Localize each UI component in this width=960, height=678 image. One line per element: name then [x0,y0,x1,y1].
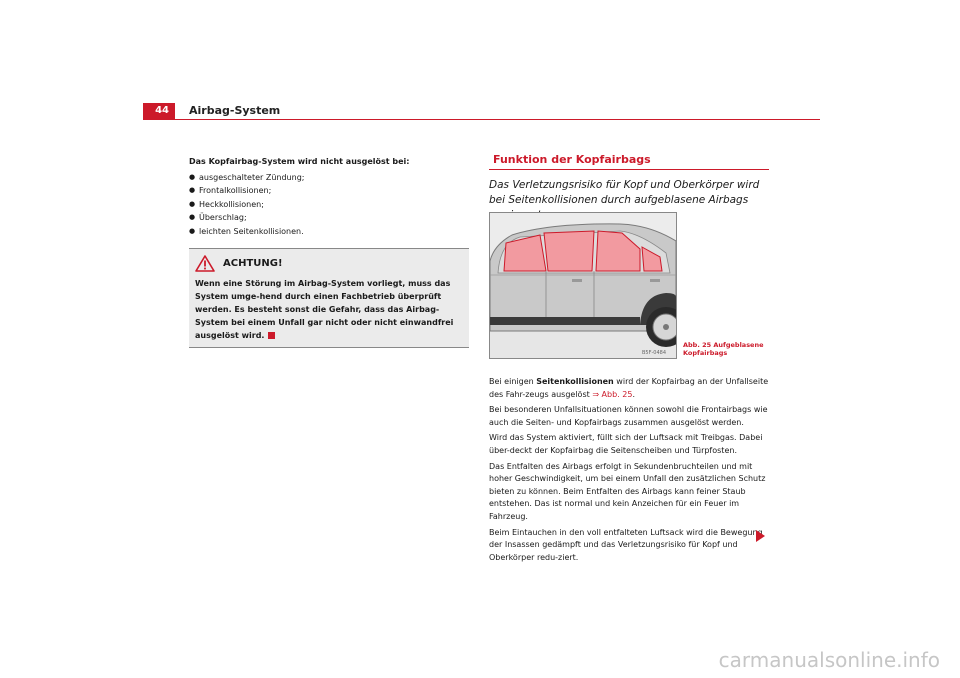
not-triggered-intro: Das Kopfairbag-System wird nicht ausgelöst bei: [189,157,410,166]
figure-reference-link[interactable]: ⇒ Abb. 25 [592,389,633,399]
paragraph-5: Beim Eintauchen in den voll entfalteten Luftsack wird die Bewegung der Insassen gedämpft und das Verletzungsrisiko für Kopf und Oberkörper redu-ziert. [489,527,763,562]
car-side-illustration [490,213,676,358]
warning-title: ACHTUNG! [223,257,283,269]
p1-after: wird der Kopfairbag an der Unfallseite des Fahr-zeugs ausgelöst [489,377,769,399]
warning-box [189,248,469,348]
chapter-title: Airbag-System [189,104,281,117]
end-marker [268,332,275,339]
warning-header [195,255,463,272]
paragraph-2: Bei besonderen Unfallsituationen können sowohl die Frontairbags wie auch die Seiten- und Kopfairbags zusammen ausgelöst werden. [489,405,768,427]
warning-text: Wenn eine Störung im Airbag-System vorliegt, muss das System umge-hend durch einen Fachbetrieb überprüft werden. Es besteht sonst die Gefahr, dass das Airbag-System bei einem Unfall gar nicht oder nicht einwandfrei ausgelöst wird. [195,279,454,340]
head-airbag-middle [544,231,594,271]
p1-end: . [632,389,635,399]
p1-before: Bei einigen [489,377,537,386]
left-column [189,155,469,348]
list-item: ● Frontalkollisionen; [189,184,469,198]
next-page-arrow-icon[interactable] [756,530,765,542]
paragraph-3: Wird das System aktiviert, füllt sich der Luftsack mit Treibgas. Dabei über-deckt der Kopfairbag die Seitenscheiben und Türpfosten. [489,433,763,455]
list-item: ● ausgeschalteter Zündung; [189,171,469,185]
figure-caption: Abb. 25 Aufgeblasene Kopfairbags [683,341,764,357]
list-item: ● leichten Seitenkollisionen. [189,225,469,239]
list-item: ● Heckkollisionen; [189,198,469,212]
watermark: carmanualsonline.info [718,648,940,672]
not-triggered-list [189,171,469,239]
p1-bold: Seitenkollisionen [536,377,614,386]
paragraph-4: Das Entfalten des Airbags erfolgt in Sekundenbruchteilen und mit hoher Geschwindigkeit, um bei einem Unfall den zusätzlichen Schutz bieten zu können. Beim Entfalten des Airbags kann feiner Staub entstehen. Das ist normal und kein Anzeichen für ein Feuer im Fahrzeug. [489,461,766,521]
list-item: ● Überschlag; [189,211,469,225]
paragraph-1 [489,376,769,401]
section-intro: Das Verletzungsrisiko für Kopf und Oberkörper wird bei Seitenkollisionen durch aufgeblasene Airbags [489,179,760,206]
body-text [489,376,769,567]
page-number: 44 [143,103,175,119]
warning-text-block [195,277,463,342]
warning-triangle-icon [195,255,215,272]
figure-car-airbags [489,212,677,359]
header-rule [143,119,820,120]
figure-code: B5F-0484 [642,350,667,356]
section-title: Funktion der Kopfairbags [489,153,769,170]
